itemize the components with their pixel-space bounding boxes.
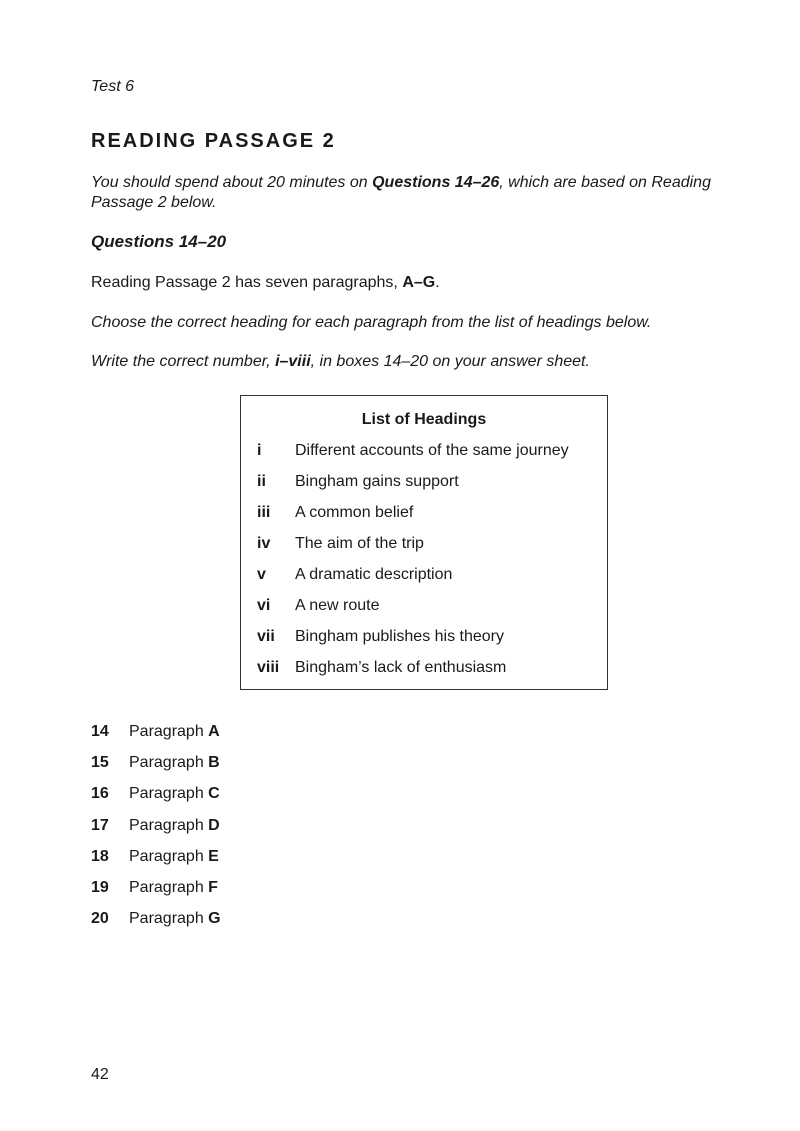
- heading-item: [257, 503, 413, 523]
- passage-title: READING PASSAGE 2: [91, 130, 336, 152]
- question-letter: B: [208, 754, 220, 771]
- question-number: 19: [91, 879, 109, 896]
- instruction-1-suffix: .: [435, 274, 440, 291]
- headings-box: [240, 395, 608, 690]
- question-item: [91, 878, 218, 898]
- heading-item: [257, 472, 459, 492]
- test-label: Test 6: [91, 78, 134, 95]
- question-item: [91, 722, 220, 742]
- heading-number: ii: [257, 473, 266, 490]
- heading-text: A common belief: [295, 504, 414, 521]
- question-letter: E: [208, 848, 219, 865]
- question-letter: G: [208, 910, 221, 927]
- instruction-3-prefix: Write the correct number,: [91, 353, 276, 370]
- heading-text: Bingham’s lack of enthusiasm: [295, 659, 507, 676]
- question-number: 20: [91, 910, 109, 927]
- heading-text: Bingham gains support: [295, 473, 459, 490]
- instruction-paragraphs: [91, 274, 440, 292]
- question-number: 15: [91, 754, 109, 771]
- question-item: [91, 909, 221, 929]
- question-item: [91, 753, 220, 773]
- intro-bold: Questions 14–26: [372, 174, 500, 191]
- question-letter: D: [208, 817, 220, 834]
- question-letter: F: [208, 879, 218, 896]
- question-item: [91, 784, 220, 804]
- heading-number: iii: [257, 504, 271, 521]
- question-letter: C: [208, 785, 220, 802]
- question-item: [91, 847, 219, 867]
- passage-intro: [91, 173, 761, 213]
- heading-item: [257, 534, 424, 554]
- question-label: Paragraph: [129, 848, 209, 865]
- question-label: Paragraph: [129, 879, 209, 896]
- page-number: 42: [91, 1066, 109, 1083]
- question-label: Paragraph: [129, 754, 209, 771]
- headings-title: List of Headings: [361, 411, 487, 428]
- heading-number: vii: [257, 628, 275, 645]
- intro-suffix: , which are based on Reading Passage 2 below.: [91, 174, 711, 211]
- heading-number: v: [257, 566, 266, 583]
- heading-item: [257, 627, 504, 647]
- heading-text: The aim of the trip: [295, 535, 424, 552]
- heading-number: vi: [257, 597, 271, 614]
- instruction-choose: Choose the correct heading for each paragraph from the list of headings below.: [91, 314, 652, 331]
- heading-number: i: [257, 442, 262, 459]
- heading-text: A dramatic description: [295, 566, 453, 583]
- heading-item: [257, 441, 569, 461]
- heading-item: [257, 565, 452, 585]
- heading-item: [257, 596, 380, 616]
- intro-prefix: You should spend about 20 minutes on: [91, 174, 373, 191]
- question-letter: A: [208, 723, 220, 740]
- question-number: 18: [91, 848, 109, 865]
- heading-item: [257, 658, 506, 678]
- question-number: 16: [91, 785, 109, 802]
- heading-text: A new route: [295, 597, 380, 614]
- instruction-1-bold: A–G: [402, 274, 436, 291]
- heading-number: viii: [257, 659, 280, 676]
- heading-text: Different accounts of the same journey: [295, 442, 569, 459]
- instruction-3-suffix: , in boxes 14–20 on your answer sheet.: [310, 353, 590, 370]
- question-label: Paragraph: [129, 785, 209, 802]
- question-item: [91, 816, 220, 836]
- instruction-1-prefix: Reading Passage 2 has seven paragraphs,: [91, 274, 403, 291]
- instruction-write: [91, 353, 590, 371]
- heading-text: Bingham publishes his theory: [295, 628, 505, 645]
- instruction-3-bold: i–viii: [275, 353, 311, 370]
- questions-heading: Questions 14–20: [91, 232, 227, 251]
- question-label: Paragraph: [129, 817, 209, 834]
- question-label: Paragraph: [129, 723, 209, 740]
- question-number: 17: [91, 817, 109, 834]
- heading-number: iv: [257, 535, 271, 552]
- question-label: Paragraph: [129, 910, 209, 927]
- question-number: 14: [91, 723, 109, 740]
